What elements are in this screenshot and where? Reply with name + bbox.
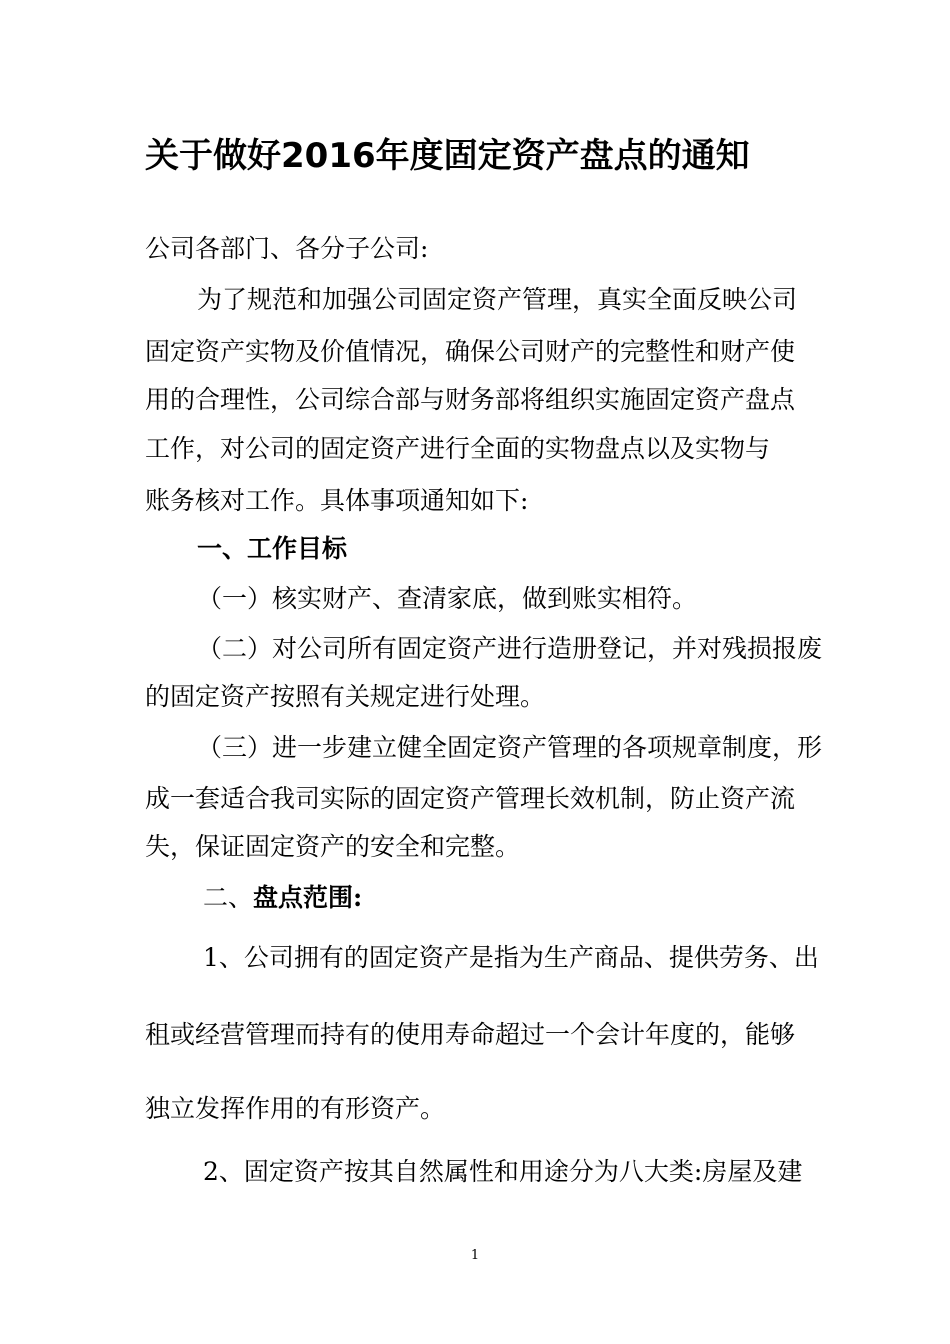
page-number: 1 — [470, 1248, 480, 1263]
section2-item1-line: 租或经营管理而持有的使用寿命超过一个会计年度的，能够 — [145, 1020, 796, 1049]
salutation: 公司各部门、各分子公司: — [145, 234, 429, 263]
section2-item1-line: 独立发挥作用的有形资产。 — [145, 1094, 446, 1123]
section1-item3-line: （三）进一步建立健全固定资产管理的各项规章制度，形 — [197, 733, 823, 762]
section2-item2-line: 2、固定资产按其自然属性和用途分为八大类:房屋及建 — [203, 1157, 803, 1186]
intro-line: 工作，对公司的固定资产进行全面的实物盘点以及实物与 — [145, 434, 771, 463]
section-heading-inventory-scope — [203, 882, 362, 914]
section1-item2-line: （二）对公司所有固定资产进行造册登记，并对残损报废 — [197, 634, 823, 663]
document-title: 关于做好2016年度固定资产盘点的通知 — [145, 136, 750, 176]
intro-line: 账务核对工作。具体事项通知如下: — [145, 486, 529, 515]
section2-heading-prefix: 二、 — [203, 883, 254, 912]
section2-item1-line: 1、公司拥有的固定资产是指为生产商品、提供劳务、出 — [203, 943, 819, 972]
section-heading-work-goal: 一、工作目标 — [197, 534, 348, 563]
section2-heading-text: 盘点范围: — [253, 883, 363, 912]
section1-item3-line: 失，保证固定资产的安全和完整。 — [145, 832, 521, 861]
intro-line: 用的合理性，公司综合部与财务部将组织实施固定资产盘点 — [145, 385, 796, 414]
intro-line: 为了规范和加强公司固定资产管理，真实全面反映公司 — [197, 285, 798, 314]
section1-item3-line: 成一套适合我司实际的固定资产管理长效机制，防止资产流 — [145, 784, 796, 813]
intro-line: 固定资产实物及价值情况，确保公司财产的完整性和财产使 — [145, 337, 796, 366]
section1-item2-line: 的固定资产按照有关规定进行处理。 — [145, 682, 546, 711]
section1-item1: （一）核实财产、查清家底，做到账实相符。 — [197, 584, 698, 613]
